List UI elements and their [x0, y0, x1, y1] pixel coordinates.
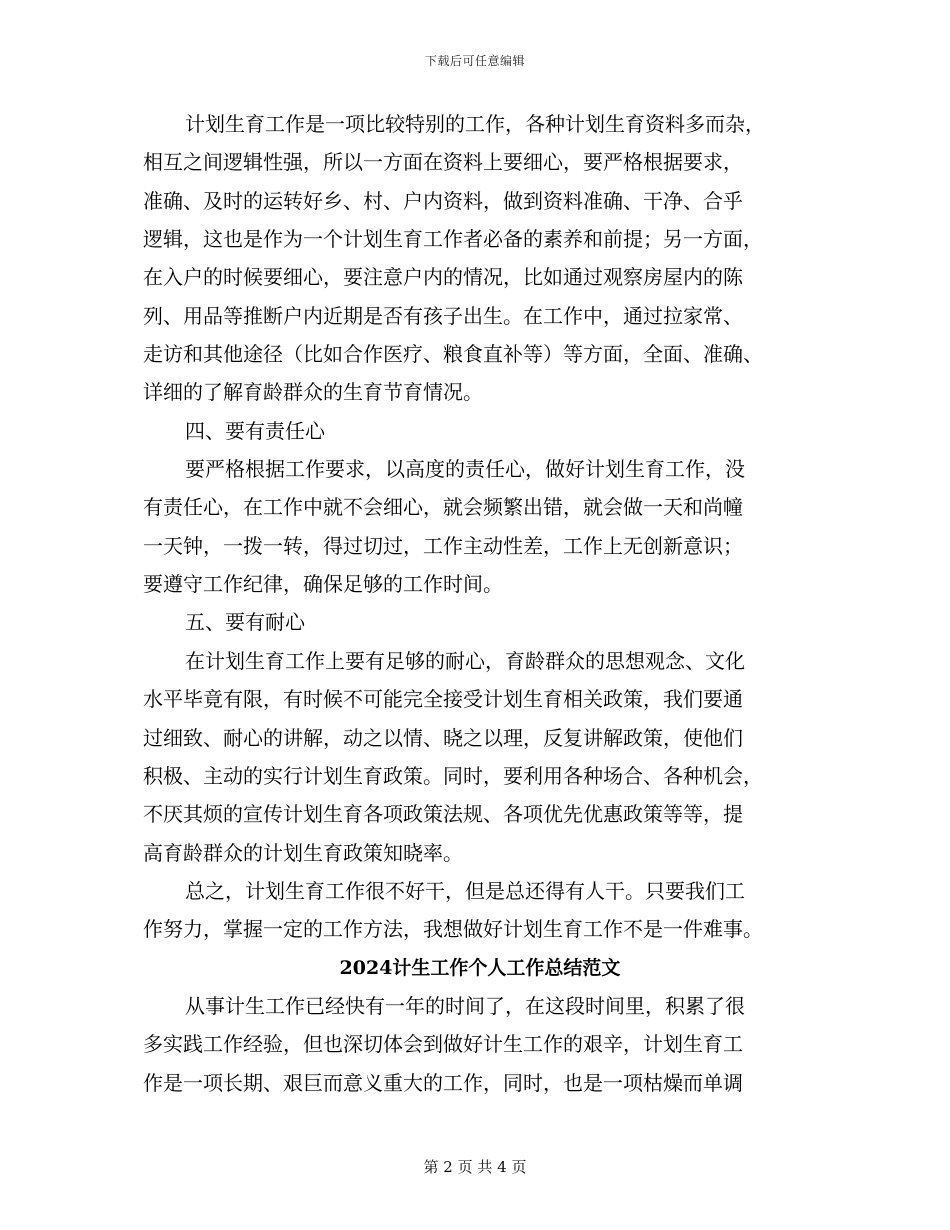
- text-line: 走访和其他途径（比如合作医疗、粮食直补等）等方面，全面、准确、: [143, 342, 763, 367]
- text-line: 从事计生工作已经快有一年的时间了，在这段时间里，积累了很: [185, 993, 745, 1018]
- text-line: 要遵守工作纪律，确保足够的工作时间。: [143, 572, 503, 597]
- text-line: 作努力，掌握一定的工作方法，我想做好计划生育工作不是一件难事。: [143, 917, 763, 942]
- text-line: 高育龄群众的计划生育政策知晓率。: [143, 840, 463, 865]
- text-line: 过细致、耐心的讲解，动之以情、晓之以理，反复讲解政策，使他们: [143, 725, 743, 750]
- text-line: 多实践工作经验，但也深切体会到做好计生工作的艰辛，计划生育工: [143, 1032, 743, 1057]
- text-line: 不厌其烦的宣传计划生育各项政策法规、各项优先优惠政策等等，提: [143, 802, 743, 827]
- document-body: [143, 105, 807, 1102]
- text-line: 作是一项长期、艰巨而意义重大的工作，同时，也是一项枯燥而单调: [143, 1070, 743, 1095]
- text-line: 总之，计划生育工作很不好干，但是总还得有人干。只要我们工: [185, 878, 745, 903]
- text-line: 详细的了解育龄群众的生育节育情况。: [143, 380, 483, 405]
- text-line: 要严格根据工作要求，以高度的责任心，做好计划生育工作，没: [185, 457, 745, 482]
- text-line: 积极、主动的实行计划生育政策。同时，要利用各种场合、各种机会，: [143, 763, 763, 788]
- text-line: 在计划生育工作上要有足够的耐心，育龄群众的思想观念、文化: [185, 648, 745, 673]
- text-line: 有责任心，在工作中就不会细心，就会频繁出错，就会做一天和尚幢: [143, 495, 743, 520]
- text-line: 列、用品等推断户内近期是否有孩子出生。在工作中，通过拉家常、: [143, 303, 743, 328]
- text-line: 计划生育工作是一项比较特别的工作，各种计划生育资料多而杂，: [185, 112, 765, 136]
- text-line: 在入户的时候要细心，要注意户内的情况，比如通过观察房屋内的陈: [143, 265, 743, 290]
- page-footer: 第 2 页 共 4 页: [423, 1158, 527, 1176]
- text-line: 准确、及时的运转好乡、村、户内资料，做到资料准确、干净、合乎: [143, 188, 743, 213]
- text-line: 五、要有耐心: [185, 610, 305, 635]
- page-header: 下载后可任意编辑: [424, 54, 525, 68]
- text-line: 四、要有责任心: [185, 418, 325, 443]
- text-line: 水平毕竟有限，有时候不可能完全接受计划生育相关政策，我们要通: [143, 687, 743, 712]
- text-line: 相互之间逻辑性强，所以一方面在资料上要细心，要严格根据要求，: [143, 150, 743, 175]
- text-line: 一天钟，一拨一转，得过切过，工作主动性差，工作上无创新意识；: [143, 533, 743, 558]
- text-line: 逻辑，这也是作为一个计划生育工作者必备的素养和前提；另一方面，: [143, 227, 763, 252]
- section-title: 2024计生工作个人工作总结范文: [339, 956, 621, 979]
